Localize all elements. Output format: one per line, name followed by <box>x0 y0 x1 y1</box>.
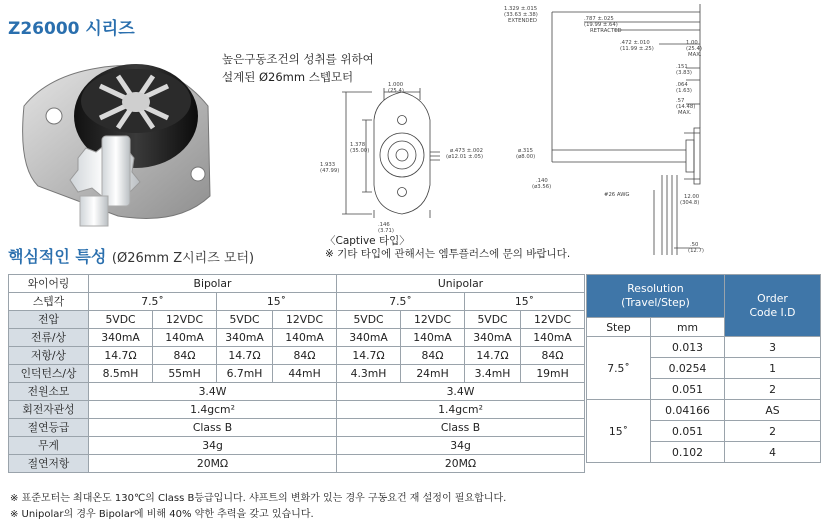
spec-step-cell: 15˚ <box>465 293 585 311</box>
spec-cell: 140mA <box>273 329 337 347</box>
spec-cell: 84Ω <box>401 347 465 365</box>
dim-shaft: ø.315 <box>518 148 534 154</box>
spec-cell: 5VDC <box>337 311 401 329</box>
mm-cell: 0.051 <box>651 421 725 442</box>
dim-max-1: MAX. <box>688 52 702 58</box>
mm-cell: 0.0254 <box>651 358 725 379</box>
code-cell: 2 <box>725 421 821 442</box>
footnote: ※ Unipolar의 경우 Bipolar에 비해 40% 약한 추력을 갖고 있습니다. <box>10 509 314 520</box>
dim-extended-label: EXTENDED <box>508 18 537 24</box>
dim-boss-mm: (ø12.01 ±.05) <box>446 154 484 160</box>
spec-row-wiring <box>9 275 585 293</box>
dim-height-mm: (47.99) <box>320 168 340 174</box>
dim-lead-gap: .140 <box>536 178 548 184</box>
table-row <box>9 347 585 365</box>
dim-100: 1.00 <box>686 40 698 46</box>
dim-retracted: .787 ±.025 <box>584 16 614 22</box>
dim-height: 1.933 <box>320 162 336 168</box>
dim-front-width-mm: (25.4) <box>388 88 404 94</box>
dim-57: .57 <box>676 98 685 104</box>
spec-label: 회전자관성 <box>9 401 89 419</box>
dim-shaft-mm: (ø8.00) <box>516 154 536 160</box>
code-cell: 4 <box>725 442 821 463</box>
dim-boss: ø.473 ±.002 <box>450 148 483 154</box>
spec-cell: 14.7Ω <box>89 347 153 365</box>
spec-cell: 24mH <box>401 365 465 383</box>
dim-thickness: .146 <box>378 222 390 228</box>
captive-type-label: 〈Captive 타입〉 <box>325 235 410 247</box>
dim-50-mm: (12.7) <box>688 248 704 254</box>
spec-label: 저항/상 <box>9 347 89 365</box>
spec-cell: 12VDC <box>401 311 465 329</box>
table-row <box>9 311 585 329</box>
spec-cell: 12VDC <box>273 311 337 329</box>
dim-100-mm: (25.4) <box>686 46 702 52</box>
dim-064: .064 <box>676 82 688 88</box>
table-row <box>9 365 585 383</box>
step-group-cell: 7.5˚ <box>587 337 651 400</box>
spec-step-cell: 15˚ <box>217 293 337 311</box>
spec-cell: 5VDC <box>89 311 153 329</box>
dim-hole-spacing-mm: (35.00) <box>350 148 370 154</box>
resolution-header-text: Resolution <box>627 282 684 295</box>
dim-064-mm: (1.63) <box>676 88 692 94</box>
spec-label: 전압 <box>9 311 89 329</box>
dim-hole-spacing: 1.378 <box>350 142 366 148</box>
dim-extended-mm: (33.63 ±.38) <box>504 12 538 18</box>
spec-label: 절연등급 <box>9 419 89 437</box>
spec-cell: 140mA <box>153 329 217 347</box>
spec-label: 전류/상 <box>9 329 89 347</box>
spec-label: 와이어링 <box>9 275 89 293</box>
dim-awg: #26 AWG <box>604 192 630 198</box>
table-row <box>9 419 585 437</box>
spec-cell: 14.7Ω <box>337 347 401 365</box>
spec-cell: 4.3mH <box>337 365 401 383</box>
dim-extended: 1.329 ±.015 <box>504 6 538 12</box>
spec-cell: 140mA <box>521 329 585 347</box>
table-row <box>587 400 821 421</box>
resolution-header-text: (Travel/Step) <box>621 296 690 309</box>
spec-cell: 5VDC <box>465 311 521 329</box>
spec-label: 무게 <box>9 437 89 455</box>
section-title-main: 핵심적인 특성 <box>8 247 107 266</box>
spec-label: 절연저항 <box>9 455 89 473</box>
step-group-cell: 15˚ <box>587 400 651 463</box>
spec-cell: 3.4mH <box>465 365 521 383</box>
mm-cell: 0.04166 <box>651 400 725 421</box>
table-row <box>9 437 585 455</box>
table-row <box>9 329 585 347</box>
dim-lead-length-mm: (304.8) <box>680 200 700 206</box>
spec-bipolar-header: Bipolar <box>89 275 337 293</box>
spec-cell: 140mA <box>401 329 465 347</box>
spec-cell: 12VDC <box>153 311 217 329</box>
mm-cell: 0.051 <box>651 379 725 400</box>
spec-cell: 44mH <box>273 365 337 383</box>
dim-max-2: MAX. <box>678 110 692 116</box>
mm-cell: 0.102 <box>651 442 725 463</box>
spec-cell: 3.4W <box>337 383 585 401</box>
code-cell: 3 <box>725 337 821 358</box>
spec-cell: 340mA <box>217 329 273 347</box>
order-code-header <box>725 275 821 337</box>
dim-57-mm: (14.48) <box>676 104 696 110</box>
table-row <box>587 337 821 358</box>
spec-cell: 19mH <box>521 365 585 383</box>
section-subtitle: (Ø26mm Z시리즈 모터) <box>111 251 255 266</box>
step-column-header: Step <box>587 318 651 337</box>
code-cell: 1 <box>725 358 821 379</box>
dim-retracted-mm: (19.99 ±.64) <box>584 22 618 28</box>
spec-step-cell: 7.5˚ <box>337 293 465 311</box>
mm-column-header: mm <box>651 318 725 337</box>
table-row <box>9 383 585 401</box>
spec-cell: 8.5mH <box>89 365 153 383</box>
resolution-header-row <box>587 275 821 318</box>
spec-unipolar-header: Unipolar <box>337 275 585 293</box>
spec-cell: 1.4gcm² <box>337 401 585 419</box>
spec-cell: 34g <box>89 437 337 455</box>
spec-cell: 340mA <box>337 329 401 347</box>
spec-row-step <box>9 293 585 311</box>
page-title: Z26000 시리즈 <box>8 19 135 39</box>
table-row <box>9 401 585 419</box>
spec-cell: 84Ω <box>521 347 585 365</box>
description-line: 높은구동조건의 성취를 위하여 <box>222 52 374 66</box>
spec-cell: 20MΩ <box>89 455 337 473</box>
motor-photo <box>18 46 218 236</box>
spec-cell: 1.4gcm² <box>89 401 337 419</box>
spec-cell: 14.7Ω <box>217 347 273 365</box>
technical-drawing <box>314 0 831 262</box>
footnote: ※ 표준모터는 최대온도 130℃의 Class B등급입니다. 샤프트의 변화가 있는 경우 구동요건 재 설정이 필요합니다. <box>10 493 507 504</box>
spec-cell: 340mA <box>465 329 521 347</box>
dim-lead-gap-mm: (ø3.56) <box>532 184 552 190</box>
spec-cell: 12VDC <box>521 311 585 329</box>
dim-151: .151 <box>676 64 688 70</box>
dim-lead-length: 12.00 <box>684 194 700 200</box>
spec-table <box>8 274 585 473</box>
spec-cell: 340mA <box>89 329 153 347</box>
order-code-header-text: Code I.D <box>749 305 796 319</box>
resolution-table <box>586 274 821 463</box>
dim-retracted-label: RETRACTED <box>590 28 622 34</box>
spec-cell: 6.7mH <box>217 365 273 383</box>
spec-cell: 14.7Ω <box>465 347 521 365</box>
dim-thickness-mm: (3.71) <box>378 228 394 234</box>
spec-cell: 34g <box>337 437 585 455</box>
spec-cell: 55mH <box>153 365 217 383</box>
spec-label: 인덕턴스/상 <box>9 365 89 383</box>
resolution-header <box>587 275 725 318</box>
spec-cell: 20MΩ <box>337 455 585 473</box>
dim-472-mm: (11.99 ±.25) <box>620 46 654 52</box>
code-cell: 2 <box>725 379 821 400</box>
spec-cell: 3.4W <box>89 383 337 401</box>
spec-cell: 84Ω <box>273 347 337 365</box>
spec-step-cell: 7.5˚ <box>89 293 217 311</box>
dim-472: .472 ±.010 <box>620 40 650 46</box>
code-cell: AS <box>725 400 821 421</box>
spec-label: 스텝각 <box>9 293 89 311</box>
order-code-header-text: Order <box>757 291 788 305</box>
spec-cell: Class B <box>337 419 585 437</box>
dim-151-mm: (3.83) <box>676 70 692 76</box>
spec-cell: 84Ω <box>153 347 217 365</box>
spec-label: 전원소모 <box>9 383 89 401</box>
captive-note: ※ 기타 타입에 관해서는 엠투플러스에 문의 바랍니다. <box>325 248 571 260</box>
description-line: 설계된 Ø26mm 스텝모터 <box>222 70 354 84</box>
dim-front-width: 1.000 <box>388 82 404 88</box>
table-row <box>9 455 585 473</box>
spec-cell: Class B <box>89 419 337 437</box>
dim-50: .50 <box>690 242 699 248</box>
spec-cell: 5VDC <box>217 311 273 329</box>
mm-cell: 0.013 <box>651 337 725 358</box>
section-title <box>8 244 254 267</box>
